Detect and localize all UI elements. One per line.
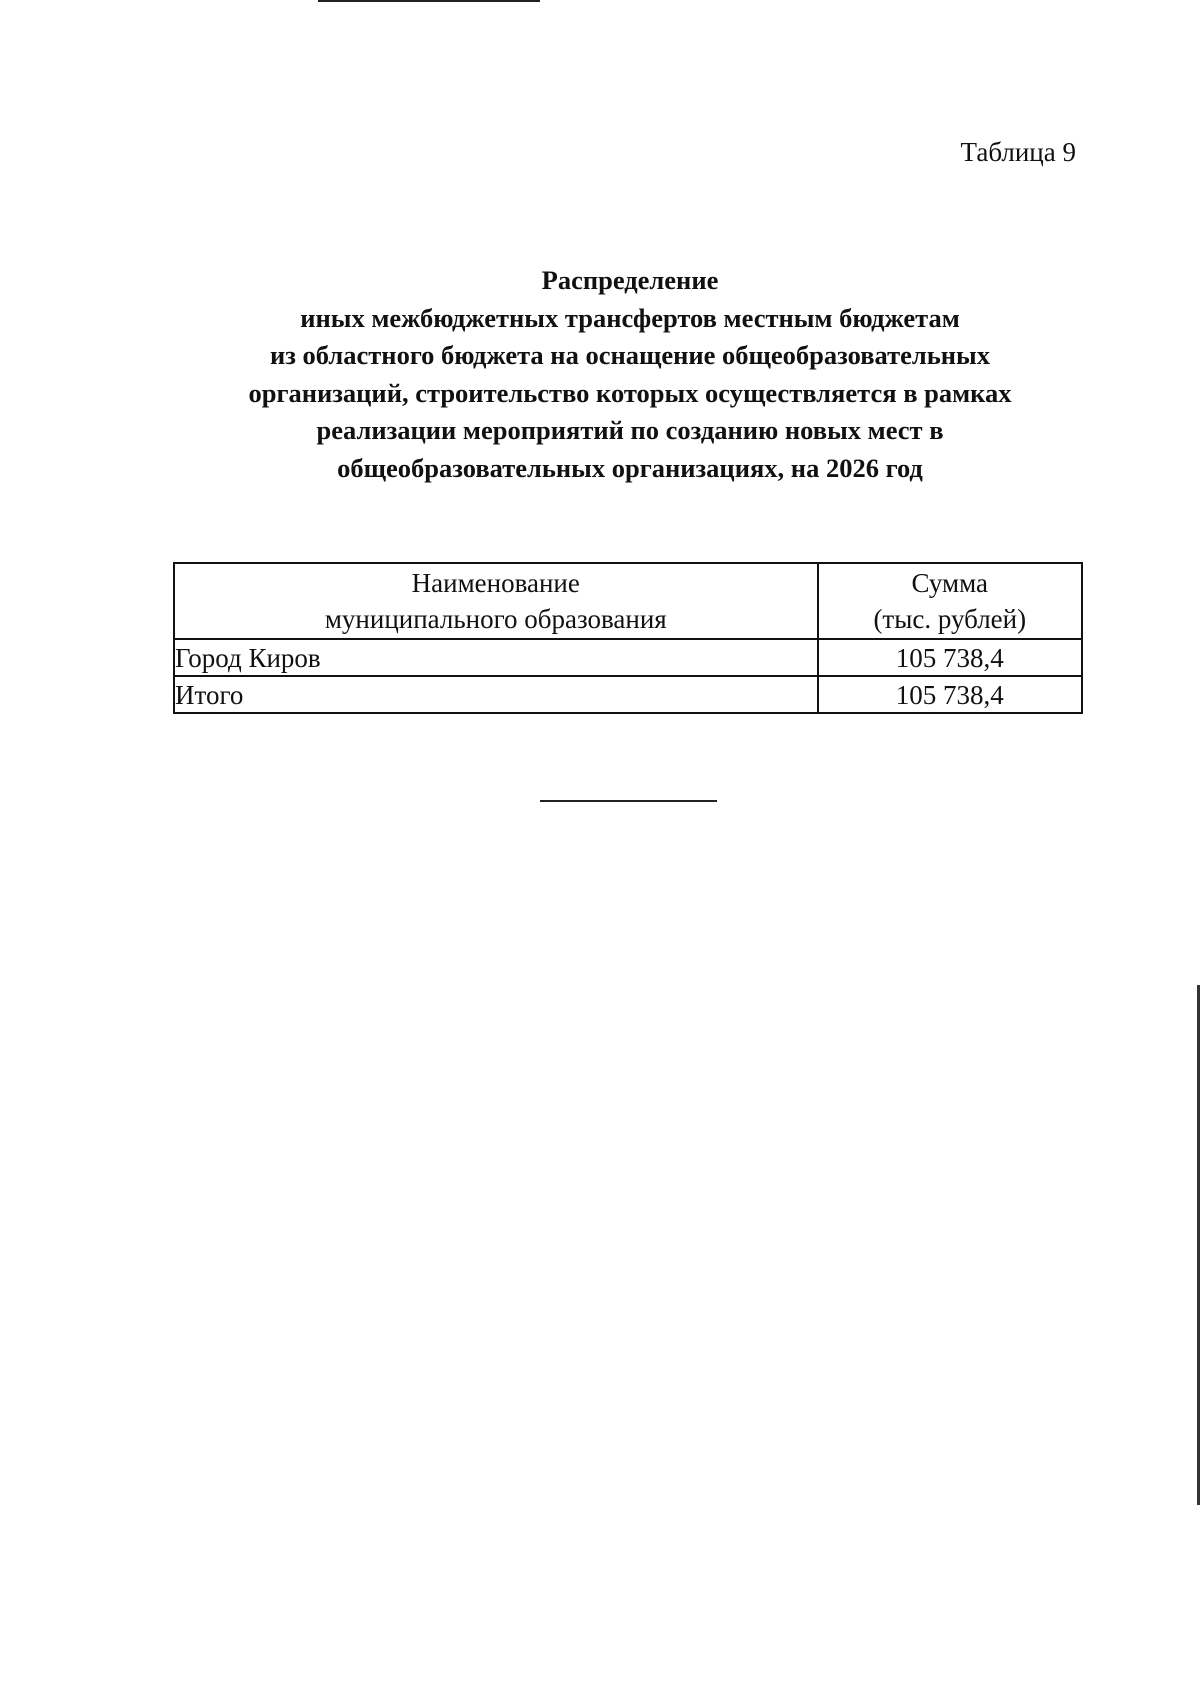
table-header-row — [174, 563, 1082, 639]
row-municipality-name: Город Киров — [174, 639, 818, 676]
header-municipality-name — [174, 563, 818, 639]
header-name-line1: Наименование — [411, 568, 580, 598]
header-name-line2: муниципального образования — [324, 604, 667, 634]
title-line: иных межбюджетных трансфертов местным бюджетам — [300, 302, 960, 333]
title-line: из областного бюджета на оснащение общеобразовательных — [270, 340, 990, 370]
table-row-total — [174, 676, 1082, 713]
header-sum-line1: Сумма — [911, 568, 988, 598]
total-label: Итого — [174, 676, 818, 713]
document-title — [130, 262, 1130, 487]
header-sum — [818, 563, 1082, 639]
row-sum-value: 105 738,4 — [818, 639, 1082, 676]
table-number-label: Таблица 9 — [960, 137, 1076, 167]
top-divider-line — [318, 0, 540, 2]
title-line: реализации мероприятий по созданию новых мест в — [316, 415, 944, 445]
distribution-table — [173, 562, 1083, 714]
total-sum-value: 105 738,4 — [818, 676, 1082, 713]
header-sum-line2: (тыс. рублей) — [873, 604, 1027, 634]
title-line: общеобразовательных организациях, на 2026 год — [337, 452, 923, 483]
end-divider-line — [540, 800, 717, 802]
table-row — [174, 639, 1082, 676]
title-line: организаций, строительство которых осуществляется в рамках — [248, 377, 1012, 408]
title-line: Распределение — [541, 265, 719, 295]
